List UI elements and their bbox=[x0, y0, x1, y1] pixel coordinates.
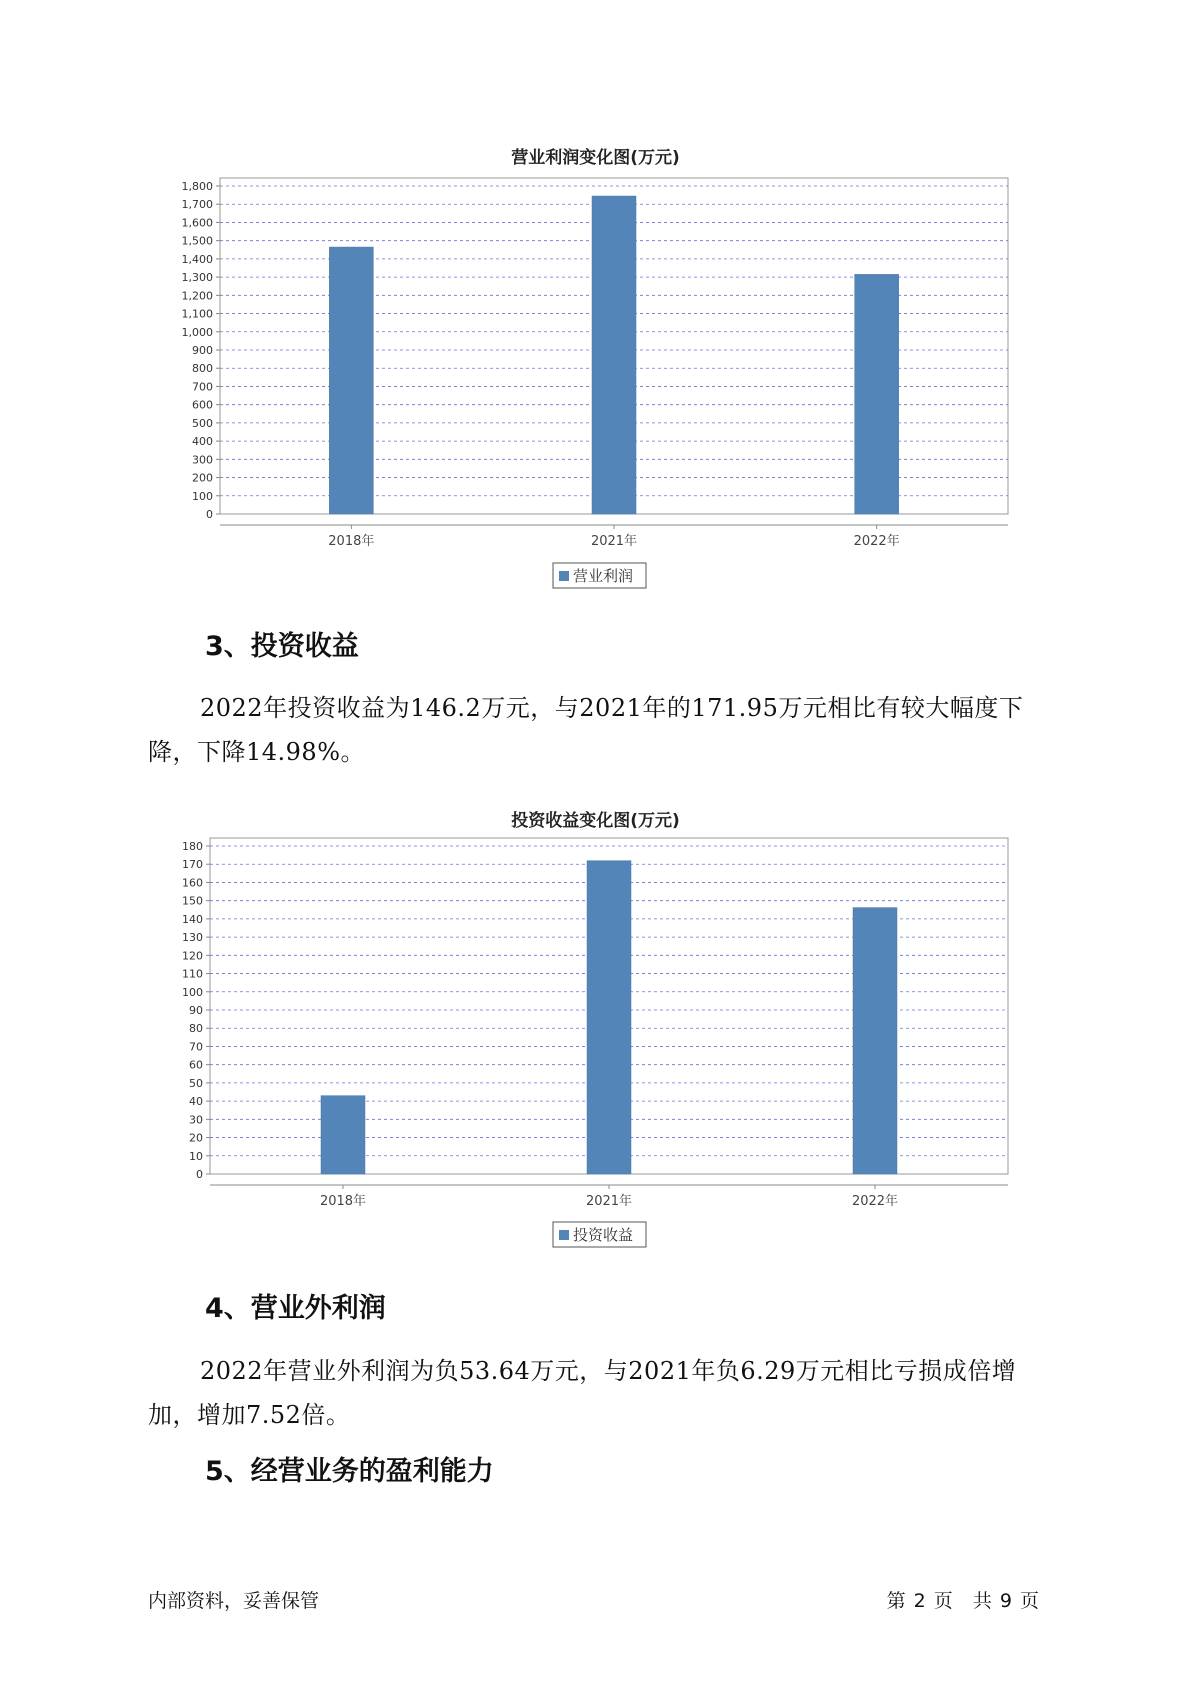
x-tick-label: 2021年 bbox=[590, 534, 638, 549]
x-tick-label: 2018年 bbox=[328, 534, 375, 549]
y-tick-label: 400 bbox=[192, 435, 213, 449]
bar bbox=[853, 908, 897, 1174]
bar bbox=[587, 861, 631, 1174]
y-tick-label: 180 bbox=[182, 840, 203, 853]
total-unit: 页 bbox=[1019, 1590, 1039, 1612]
y-tick-label: 800 bbox=[192, 362, 213, 376]
y-tick-label: 0 bbox=[196, 1168, 203, 1181]
chart-2-title: 投资收益变化图(万元) bbox=[511, 811, 680, 831]
y-tick-label: 1,200 bbox=[181, 289, 213, 303]
y-tick-label: 50 bbox=[189, 1076, 203, 1090]
x-tick-label: 2021年 bbox=[585, 1194, 633, 1209]
bar bbox=[855, 274, 899, 514]
section-5-heading: 5、经营业务的盈利能力 bbox=[205, 1456, 494, 1487]
y-tick-label: 80 bbox=[189, 1022, 203, 1036]
y-tick-label: 700 bbox=[192, 380, 213, 394]
y-tick-label: 20 bbox=[189, 1131, 203, 1145]
y-tick-label: 1,600 bbox=[181, 216, 213, 230]
bar bbox=[592, 196, 636, 514]
footer-page-number bbox=[883, 1586, 1043, 1613]
y-tick-label: 1,800 bbox=[181, 180, 213, 193]
y-tick-label: 0 bbox=[206, 508, 213, 521]
total-prefix: 共 bbox=[972, 1590, 992, 1612]
y-tick-label: 170 bbox=[182, 858, 203, 872]
y-tick-label: 1,100 bbox=[181, 307, 213, 321]
y-tick-label: 150 bbox=[182, 894, 203, 908]
y-tick-label: 200 bbox=[192, 471, 213, 485]
y-tick-label: 500 bbox=[192, 416, 213, 430]
bar bbox=[329, 247, 373, 514]
y-tick-label: 140 bbox=[182, 912, 203, 926]
y-tick-label: 300 bbox=[192, 453, 213, 467]
y-tick-label: 10 bbox=[189, 1149, 203, 1163]
y-tick-label: 1,000 bbox=[181, 325, 213, 339]
page-unit: 页 bbox=[933, 1590, 953, 1612]
y-tick-label: 120 bbox=[182, 949, 203, 963]
legend-swatch bbox=[559, 1230, 569, 1240]
legend-label: 营业利润 bbox=[573, 567, 634, 585]
y-tick-label: 160 bbox=[182, 876, 203, 890]
page-prefix: 第 bbox=[886, 1590, 906, 1612]
x-tick-label: 2022年 bbox=[851, 1194, 899, 1209]
chart-1-title: 营业利润变化图(万元) bbox=[511, 148, 680, 168]
investment-income-chart bbox=[0, 830, 1191, 1260]
page-current: 2 bbox=[913, 1590, 926, 1612]
footer-confidential-note: 内部资料，妥善保管 bbox=[148, 1590, 320, 1612]
operating-profit-chart bbox=[0, 160, 1191, 600]
y-tick-label: 600 bbox=[192, 398, 213, 412]
legend-swatch bbox=[559, 571, 569, 581]
y-tick-label: 60 bbox=[189, 1058, 203, 1072]
y-tick-label: 1,400 bbox=[181, 252, 213, 266]
y-tick-label: 1,300 bbox=[181, 271, 213, 285]
legend-label: 投资收益 bbox=[573, 1226, 634, 1244]
y-tick-label: 30 bbox=[189, 1113, 203, 1127]
y-tick-label: 110 bbox=[182, 967, 203, 981]
section-4-paragraph: 2022年营业外利润为负53.64万元，与2021年负6.29万元相比亏损成倍增加，增加7.52倍。 bbox=[148, 1357, 1017, 1429]
section-3-heading: 3、投资收益 bbox=[205, 631, 359, 662]
x-tick-label: 2022年 bbox=[853, 534, 900, 549]
y-tick-label: 70 bbox=[189, 1040, 203, 1054]
y-tick-label: 900 bbox=[192, 344, 213, 357]
bar bbox=[321, 1096, 365, 1174]
y-tick-label: 40 bbox=[189, 1095, 203, 1109]
y-tick-label: 1,500 bbox=[181, 234, 213, 248]
x-tick-label: 2018年 bbox=[319, 1194, 367, 1209]
y-tick-label: 1,700 bbox=[181, 198, 213, 212]
section-4-heading: 4、营业外利润 bbox=[205, 1293, 386, 1324]
y-tick-label: 90 bbox=[189, 1004, 203, 1017]
y-tick-label: 100 bbox=[182, 985, 203, 999]
section-3-paragraph: 2022年投资收益为146.2万元，与2021年的171.95万元相比有较大幅度下降，下降14.98%。 bbox=[148, 694, 1024, 766]
y-tick-label: 100 bbox=[192, 489, 213, 503]
y-tick-label: 130 bbox=[182, 931, 203, 945]
page-total: 9 bbox=[999, 1590, 1012, 1612]
